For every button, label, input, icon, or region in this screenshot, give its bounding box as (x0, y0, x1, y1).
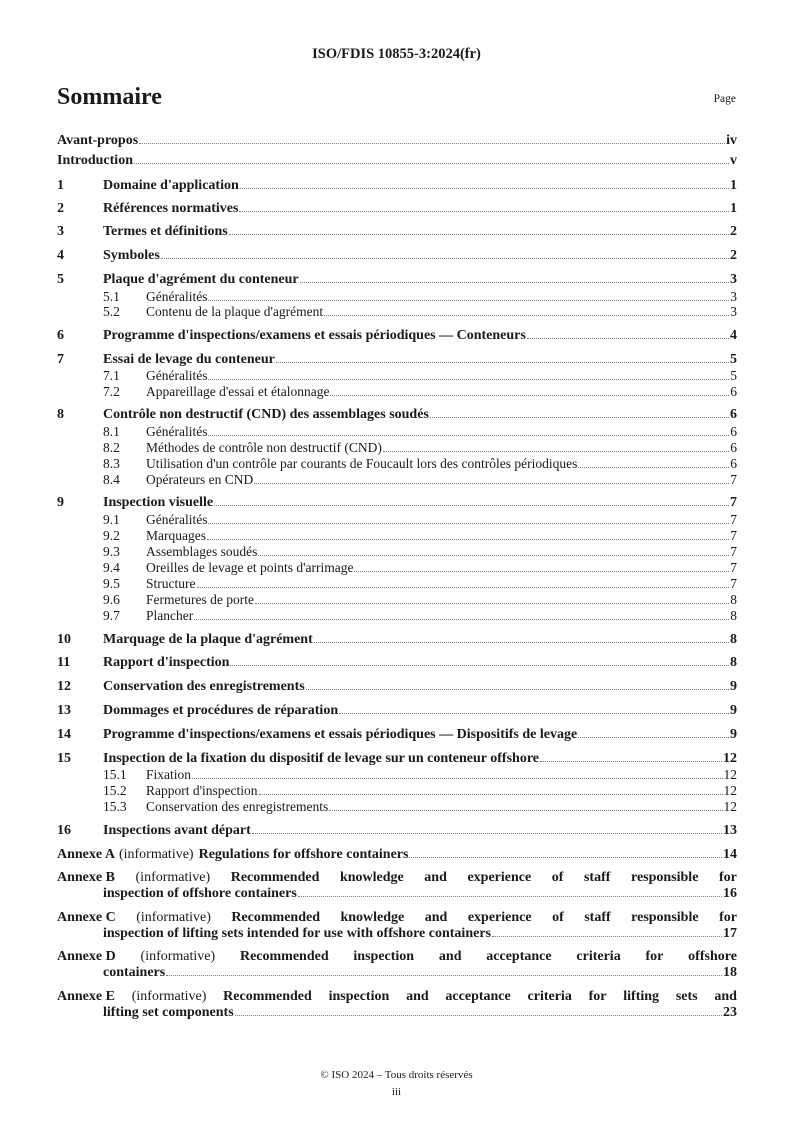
dot-leader (214, 505, 729, 506)
toc-entry[interactable] (103, 783, 737, 799)
toc-entry-page: 6 (730, 456, 737, 471)
annex-title-word: inspection (353, 949, 415, 964)
toc-entry-title: Inspections avant départ (103, 823, 251, 838)
toc-entry-number: 8.2 (103, 440, 120, 455)
annex-label: Annexe D (57, 949, 116, 964)
dot-leader (207, 539, 729, 540)
annex-entry-line2[interactable] (103, 1005, 737, 1021)
toc-entry[interactable] (57, 133, 737, 149)
toc-entry-title: Marquages (146, 528, 206, 543)
dot-leader (540, 761, 722, 762)
toc-entry-page: 13 (723, 823, 737, 838)
annex-title-word: responsible (630, 870, 699, 885)
toc-entry-page: 7 (730, 528, 737, 543)
annex-title-word: Recommended (239, 949, 329, 964)
toc-entry-title: Méthodes de contrôle non destructif (CND) (146, 440, 382, 455)
document-header: ISO/FDIS 10855-3:2024(fr) (312, 46, 481, 62)
dot-leader (527, 338, 729, 339)
annex-title-word: acceptance (486, 949, 552, 964)
annex-title-word: for (645, 949, 664, 964)
toc-entry-page: 3 (730, 272, 737, 287)
dot-leader (430, 417, 729, 418)
page-column-label: Page (713, 93, 736, 105)
toc-entry-title: Dommages et procédures de réparation (103, 703, 339, 718)
annex-label: Annexe C (57, 910, 116, 925)
dot-leader (197, 587, 730, 588)
toc-entry-title: Rapport d'inspection (103, 655, 230, 670)
annex-title-word: Recommended (231, 910, 320, 925)
toc-entry-title: Références normatives (103, 201, 239, 216)
toc-entry-number: 9.2 (103, 528, 120, 543)
toc-entry[interactable] (103, 528, 737, 544)
annex-type: (informative) (135, 870, 211, 885)
toc-entry[interactable] (103, 440, 737, 456)
dot-leader (306, 689, 729, 690)
toc-entry-title: Plancher (146, 608, 194, 623)
toc-entry-number: 9 (57, 495, 64, 510)
toc-entry-page: 9 (730, 703, 737, 718)
dot-leader (276, 362, 729, 363)
toc-entry-page: 1 (730, 201, 737, 216)
toc-entry-title: Utilisation d'un contrôle par courants de Foucault lors des contrôles périodiques (146, 456, 578, 471)
toc-entry-title: Essai de levage du conteneur (103, 352, 275, 367)
annex-title-word: and (714, 989, 737, 1004)
toc-entry-page: 7 (730, 512, 737, 527)
annex-title-word: and (438, 949, 462, 964)
toc-entry-page: 3 (730, 304, 737, 319)
annex-entry-line2[interactable] (103, 926, 737, 942)
toc-entry[interactable] (57, 248, 737, 264)
toc-entry[interactable] (57, 272, 737, 288)
annex-title-word: criteria (527, 989, 572, 1004)
toc-entry-title: Symboles (103, 248, 160, 263)
toc-entry-title: Plaque d'agrément du conteneur (103, 272, 299, 287)
toc-entry-title: Inspection de la fixation du dispositif de levage sur un conteneur offshore (103, 751, 539, 766)
toc-entry[interactable] (103, 384, 737, 400)
dot-leader (324, 315, 729, 316)
annex-entry[interactable] (57, 847, 737, 863)
toc-entry-title: Opérateurs en CND (146, 472, 254, 487)
toc-entry-number: 6 (57, 328, 64, 343)
toc-entry-number: 15.2 (103, 783, 127, 798)
annex-title-word: and (406, 989, 429, 1004)
toc-entry[interactable] (57, 495, 737, 511)
toc-entry[interactable] (57, 328, 737, 344)
toc-entry-title: Programme d'inspections/examens et essais périodiques — Conteneurs (103, 328, 526, 343)
annex-type: (informative) (131, 989, 207, 1004)
toc-entry-page: 1 (730, 178, 737, 193)
toc-entry-page: 3 (730, 289, 737, 304)
toc-entry-page: 6 (730, 440, 737, 455)
annex-type: (informative) (118, 847, 194, 862)
dot-leader (329, 810, 722, 811)
toc-entry-page: 12 (723, 799, 737, 814)
annex-title-word: for (719, 910, 737, 925)
toc-entry-number: 9.3 (103, 544, 120, 559)
toc-entry-title: Rapport d'inspection (146, 783, 258, 798)
toc-entry-number: 12 (57, 679, 71, 694)
toc-entry-page: 7 (730, 544, 737, 559)
annex-page: 17 (723, 926, 737, 941)
annex-title-word: for (588, 989, 607, 1004)
annex-title-word: staff (584, 910, 611, 925)
dot-leader (166, 975, 722, 976)
dot-leader (300, 282, 729, 283)
annex-label: Annexe E (57, 989, 115, 1004)
dot-leader (330, 395, 729, 396)
toc-entry-number: 8.3 (103, 456, 120, 471)
toc-entry-number: 16 (57, 823, 71, 838)
annex-title-word: knowledge (340, 910, 405, 925)
annex-page: 16 (723, 886, 737, 901)
dot-leader (578, 467, 729, 468)
dot-leader (258, 555, 729, 556)
toc-entry-title: Appareillage d'essai et étalonnage (146, 384, 330, 399)
annex-entry-line1[interactable] (57, 910, 737, 926)
annex-title-cont: containers (103, 965, 166, 980)
toc-entry-page: 9 (730, 679, 737, 694)
toc-entry-page: 8 (730, 592, 737, 607)
dot-leader (239, 211, 729, 212)
annex-title-word: acceptance (445, 989, 511, 1004)
annex-title-word: experience (467, 870, 532, 885)
toc-entry-title: Conservation des enregistrements (103, 679, 305, 694)
toc-entry[interactable] (103, 544, 737, 560)
toc-entry-number: 5.1 (103, 289, 120, 304)
toc-entry-title: Fermetures de porte (146, 592, 254, 607)
toc-entry-title: Généralités (146, 424, 208, 439)
annex-label: Annexe A (57, 847, 115, 862)
annex-title-word: of (552, 910, 564, 925)
dot-leader (383, 451, 729, 452)
toc-entry-page: iv (726, 133, 737, 148)
footer-page-number: iii (391, 1086, 402, 1098)
dot-leader (252, 833, 722, 834)
annex-title-word: for (718, 870, 737, 885)
toc-entry-title: Introduction (57, 153, 133, 168)
dot-leader (161, 258, 729, 259)
annex-entry-line1[interactable] (57, 870, 737, 886)
dot-leader (194, 619, 729, 620)
toc-entry-title: Assemblages soudés (146, 544, 258, 559)
toc-entry-number: 7.2 (103, 384, 120, 399)
annex-title-cont: inspection of offshore containers (103, 886, 297, 901)
toc-entry-number: 14 (57, 727, 71, 742)
toc-entry[interactable] (57, 407, 737, 423)
toc-entry-number: 8.1 (103, 424, 120, 439)
annex-page: 23 (723, 1005, 737, 1020)
toc-entry-number: 9.5 (103, 576, 120, 591)
annex-title-word: Recommended (230, 870, 320, 885)
toc-entry[interactable] (103, 592, 737, 608)
dot-leader (208, 300, 729, 301)
toc-entry-number: 10 (57, 632, 71, 647)
toc-entry[interactable] (103, 289, 737, 305)
toc-entry-number: 7 (57, 352, 64, 367)
toc-entry[interactable] (103, 767, 737, 783)
dot-leader (354, 571, 729, 572)
toc-entry-page: 6 (730, 407, 737, 422)
annex-title-word: and (424, 910, 448, 925)
dot-leader (259, 794, 723, 795)
annex-title-word: criteria (576, 949, 621, 964)
toc-entry-title: Domaine d'application (103, 178, 239, 193)
toc-entry[interactable] (57, 201, 737, 217)
toc-entry-title: Généralités (146, 368, 208, 383)
toc-entry-page: 6 (730, 384, 737, 399)
annex-label: Annexe B (57, 870, 115, 885)
toc-entry-page: 5 (730, 368, 737, 383)
toc-entry-title: Contenu de la plaque d'agrément (146, 304, 324, 319)
dot-leader (208, 379, 729, 380)
annex-page: 14 (723, 847, 737, 862)
toc-entry-number: 15.3 (103, 799, 127, 814)
toc-entry-page: 12 (723, 767, 737, 782)
dot-leader (235, 1015, 722, 1016)
toc-entry[interactable] (57, 178, 737, 194)
dot-leader (255, 603, 729, 604)
annex-title-word: Recommended (223, 989, 312, 1004)
toc-entry-number: 3 (57, 224, 64, 239)
toc-entry[interactable] (57, 727, 737, 743)
dot-leader (298, 896, 722, 897)
toc-entry-number: 8 (57, 407, 64, 422)
dot-leader (208, 523, 729, 524)
toc-entry-title: Marquage de la plaque d'agrément (103, 632, 313, 647)
annex-title-word: experience (467, 910, 532, 925)
toc-entry[interactable] (57, 823, 737, 839)
annex-title-word: of (551, 870, 564, 885)
toc-entry-page: 7 (730, 576, 737, 591)
dot-leader (254, 483, 729, 484)
toc-entry[interactable] (57, 703, 737, 719)
toc-entry-page: 6 (730, 424, 737, 439)
toc-entry-number: 2 (57, 201, 64, 216)
toc-entry[interactable] (103, 560, 737, 576)
dot-leader (339, 713, 729, 714)
toc-entry-page: 12 (723, 751, 737, 766)
toc-entry-page: 8 (730, 608, 737, 623)
toc-entry-title: Structure (146, 576, 196, 591)
dot-leader (578, 737, 729, 738)
toc-entry[interactable] (57, 153, 737, 169)
dot-leader (240, 188, 729, 189)
toc-entry-title: Avant-propos (57, 133, 139, 148)
annex-title-word: and (424, 870, 447, 885)
toc-entry-number: 15.1 (103, 767, 127, 782)
annex-type: (informative) (136, 910, 211, 925)
toc-entry-number: 5 (57, 272, 64, 287)
annex-entry-line1[interactable] (57, 989, 737, 1005)
annex-title-word: knowledge (339, 870, 404, 885)
toc-entry-page: 8 (730, 632, 737, 647)
page-title: Sommaire (57, 84, 162, 110)
dot-leader (139, 143, 725, 144)
annex-title-word: inspection (328, 989, 390, 1004)
toc-entry-number: 5.2 (103, 304, 120, 319)
toc-entry-page: 7 (730, 560, 737, 575)
annex-title-word: staff (583, 870, 611, 885)
toc-entry-number: 8.4 (103, 472, 120, 487)
toc-entry[interactable] (103, 424, 737, 440)
toc-entry-title: Programme d'inspections/examens et essais périodiques — Dispositifs de levage (103, 727, 578, 742)
toc-entry-title: Fixation (146, 767, 192, 782)
toc-entry[interactable] (57, 751, 737, 767)
toc-entry-number: 9.6 (103, 592, 120, 607)
toc-entry[interactable] (103, 304, 737, 320)
toc-entry-number: 7.1 (103, 368, 120, 383)
toc-entry-number: 9.1 (103, 512, 120, 527)
toc-entry-number: 11 (57, 655, 71, 670)
annex-title-cont: lifting set components (103, 1005, 234, 1020)
toc-entry-page: 7 (730, 495, 737, 510)
toc-entry-number: 9.7 (103, 608, 120, 623)
toc-entry-page: 9 (730, 727, 737, 742)
dot-leader (314, 642, 729, 643)
toc-entry[interactable] (103, 608, 737, 624)
dot-leader (134, 163, 729, 164)
toc-entry-page: 12 (723, 783, 737, 798)
dot-leader (192, 778, 722, 779)
toc-entry[interactable] (57, 352, 737, 368)
toc-entry-page: v (730, 153, 737, 168)
toc-entry[interactable] (103, 799, 737, 815)
annex-page: 18 (723, 965, 737, 980)
toc-entry-page: 5 (730, 352, 737, 367)
toc-entry-number: 4 (57, 248, 64, 263)
dot-leader (229, 234, 729, 235)
toc-entry[interactable] (57, 224, 737, 240)
annex-entry-line2[interactable] (103, 965, 737, 981)
annex-title: Regulations for offshore containers (198, 847, 409, 862)
dot-leader (492, 936, 722, 937)
toc-entry-title: Généralités (146, 289, 208, 304)
annex-title-word: offshore (688, 949, 737, 964)
toc-entry-title: Inspection visuelle (103, 495, 214, 510)
toc-entry-page: 4 (730, 328, 737, 343)
toc-entry[interactable] (103, 456, 737, 472)
toc-entry[interactable] (103, 472, 737, 488)
toc-entry[interactable] (57, 632, 737, 648)
toc-entry-title: Contrôle non destructif (CND) des assemblages soudés (103, 407, 429, 422)
toc-entry[interactable] (57, 679, 737, 695)
annex-title-word: lifting (623, 989, 660, 1004)
toc-entry[interactable] (57, 655, 737, 671)
annex-title-word: sets (675, 989, 698, 1004)
toc-entry-title: Généralités (146, 512, 208, 527)
footer-copyright: © ISO 2024 – Tous droits réservés (320, 1069, 473, 1081)
toc-entry-page: 8 (730, 655, 737, 670)
toc-entry-title: Termes et définitions (103, 224, 228, 239)
annex-type: (informative) (140, 949, 216, 964)
toc-entry-page: 2 (730, 248, 737, 263)
toc-entry-title: Oreilles de levage et points d'arrimage (146, 560, 354, 575)
toc-entry[interactable] (103, 576, 737, 592)
toc-entry-title: Conservation des enregistrements (146, 799, 329, 814)
dot-leader (409, 857, 722, 858)
toc-entry-page: 7 (730, 472, 737, 487)
annex-title-word: responsible (631, 910, 699, 925)
toc-entry[interactable] (103, 368, 737, 384)
toc-entry-number: 9.4 (103, 560, 120, 575)
dot-leader (208, 435, 729, 436)
toc-entry-number: 1 (57, 178, 64, 193)
annex-entry-line1[interactable] (57, 949, 737, 965)
annex-title-cont: inspection of lifting sets intended for use with offshore containers (103, 926, 491, 941)
annex-entry-line2[interactable] (103, 886, 737, 902)
dot-leader (230, 665, 729, 666)
toc-entry-number: 15 (57, 751, 71, 766)
toc-entry[interactable] (103, 512, 737, 528)
toc-entry-page: 2 (730, 224, 737, 239)
toc-entry-number: 13 (57, 703, 71, 718)
